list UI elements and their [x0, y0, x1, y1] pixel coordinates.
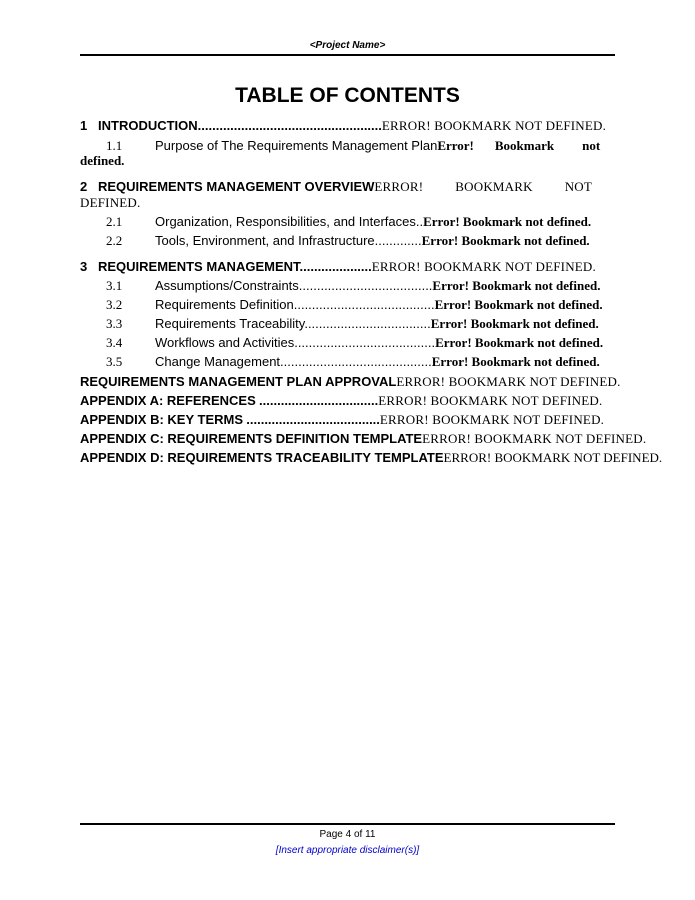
toc-entry-appendix-b[interactable]: [80, 412, 615, 428]
toc-entry-number: 3.3: [106, 316, 123, 331]
toc-entry-label: Assumptions/Constraints: [155, 278, 299, 293]
toc-leader-dots: .............: [374, 233, 422, 248]
toc-entry-appendix-c[interactable]: [80, 431, 680, 447]
toc-title: TABLE OF CONTENTS: [235, 84, 460, 107]
toc-entry-ref: ERROR! BOOKMARK NOT DEFINED.: [378, 393, 603, 408]
toc-entry-overview-wrap: [80, 195, 615, 211]
toc-entry-ref: ERROR! BOOKMARK NOT DEFINED.: [371, 259, 596, 274]
toc-entry-overview[interactable]: [80, 179, 615, 195]
toc-entry-label: APPENDIX D: REQUIREMENTS TRACEABILITY TEMPLATE: [80, 450, 444, 465]
toc-leader-dots: .......................................: [294, 335, 436, 350]
toc-entry-number: 3.1: [106, 278, 123, 293]
toc-entry-ref: Error! Bookmark not defined.: [421, 233, 590, 248]
toc-entry-number: 2.1: [106, 214, 123, 229]
toc-entry-requirements-definition[interactable]: [106, 297, 615, 313]
toc-entry-ref-defined: defined.: [80, 153, 125, 168]
toc-entry-label: APPENDIX B: KEY TERMS: [80, 412, 244, 427]
toc-entry-requirements-management[interactable]: [80, 259, 615, 275]
toc-entry-label: Workflows and Activities: [155, 335, 295, 350]
toc-entry-ref-defined: DEFINED.: [80, 195, 141, 210]
toc-entry-label: Change Management: [155, 354, 281, 369]
toc-entry-introduction[interactable]: [80, 118, 615, 134]
toc-entry-ref-not: not: [582, 138, 601, 153]
toc-leader-dots: .....................................: [298, 278, 433, 293]
toc-entry-number: 3.5: [106, 354, 123, 369]
toc-entry-ref: ERROR! BOOKMARK NOT DEFINED.: [422, 431, 647, 446]
toc-entry-ref-error: ERROR!: [374, 179, 424, 194]
toc-entry-requirements-traceability[interactable]: [106, 316, 615, 332]
toc-entry-ref: ERROR! BOOKMARK NOT DEFINED.: [379, 412, 605, 427]
footer-disclaimer: [Insert appropriate disclaimer(s)]: [275, 845, 420, 856]
header-rule: [80, 54, 615, 56]
toc-entry-number: 1.1: [106, 138, 123, 153]
toc-entry-number: 2.2: [106, 233, 123, 248]
toc-entry-label: Tools, Environment, and Infrastructure: [155, 233, 375, 248]
toc-entry-ref-error: Error!: [437, 138, 474, 153]
toc-entry-label: APPENDIX A: REFERENCES: [80, 393, 256, 408]
toc-entry-label: Requirements Traceability: [155, 316, 305, 331]
toc-entry-label: REQUIREMENTS MANAGEMENT OVERVIEW: [98, 179, 375, 194]
toc-entry-ref-not: NOT: [564, 179, 593, 194]
toc-leader-dots: .....................................: [246, 412, 380, 427]
toc-entry-tools[interactable]: [106, 233, 615, 249]
toc-entry-plan-approval[interactable]: [80, 374, 660, 390]
toc-leader-dots: ...................................................: [197, 118, 382, 133]
header-project-name: <Project Name>: [309, 40, 386, 51]
toc-leader-dots: ...................................: [304, 316, 431, 331]
toc-entry-ref-bookmark: BOOKMARK: [455, 179, 533, 194]
toc-entry-number: 2: [80, 179, 88, 194]
toc-entry-number: 1: [80, 118, 88, 133]
toc-entry-appendix-a[interactable]: [80, 393, 615, 409]
toc-entry-ref: ERROR! BOOKMARK NOT DEFINED.: [443, 450, 663, 465]
toc-entry-change-management[interactable]: [106, 354, 615, 370]
toc-entry-label: APPENDIX C: REQUIREMENTS DEFINITION TEMPLATE: [80, 431, 423, 446]
toc-entry-ref: Error! Bookmark not defined.: [423, 214, 592, 229]
toc-entry-appendix-d[interactable]: [80, 450, 692, 466]
toc-entry-organization[interactable]: [106, 214, 615, 230]
toc-entry-label: REQUIREMENTS MANAGEMENT PLAN APPROVAL: [80, 374, 397, 389]
toc-entry-label: REQUIREMENTS MANAGEMENT: [98, 259, 300, 274]
toc-entry-workflows[interactable]: [106, 335, 615, 351]
toc-entry-label: INTRODUCTION: [98, 118, 198, 133]
toc-entry-ref: ERROR! BOOKMARK NOT DEFINED.: [381, 118, 607, 133]
toc-entry-assumptions[interactable]: [106, 278, 615, 294]
toc-leader-dots: ..........................................: [280, 354, 432, 369]
toc-entry-ref: Error! Bookmark not defined.: [432, 278, 601, 293]
toc-leader-dots: ....................: [299, 259, 372, 274]
toc-entry-number: 3.2: [106, 297, 123, 312]
toc-entry-ref: ERROR! BOOKMARK NOT DEFINED.: [396, 374, 621, 389]
toc-entry-purpose-wrap: [80, 153, 615, 169]
toc-entry-number: 3.4: [106, 335, 123, 350]
toc-leader-dots: .................................: [259, 393, 379, 408]
toc-entry-ref: Error! Bookmark not defined.: [431, 354, 600, 369]
toc-entry-label: Requirements Definition: [155, 297, 294, 312]
toc-leader-dots: ..: [415, 214, 424, 229]
footer-page-number: Page 4 of 11: [319, 829, 376, 840]
toc-entry-ref-bookmark: Bookmark: [494, 138, 555, 153]
toc-entry-label: Organization, Responsibilities, and Interfaces: [155, 214, 416, 229]
toc-entry-purpose[interactable]: [106, 138, 615, 154]
toc-entry-number: 3: [80, 259, 88, 274]
toc-entry-ref: Error! Bookmark not defined.: [435, 335, 604, 350]
toc-leader-dots: .......................................: [293, 297, 435, 312]
footer-rule: [80, 823, 615, 825]
toc-entry-ref: Error! Bookmark not defined.: [434, 297, 603, 312]
toc-entry-ref: Error! Bookmark not defined.: [430, 316, 599, 331]
toc-entry-label: Purpose of The Requirements Management Plan: [155, 138, 438, 153]
